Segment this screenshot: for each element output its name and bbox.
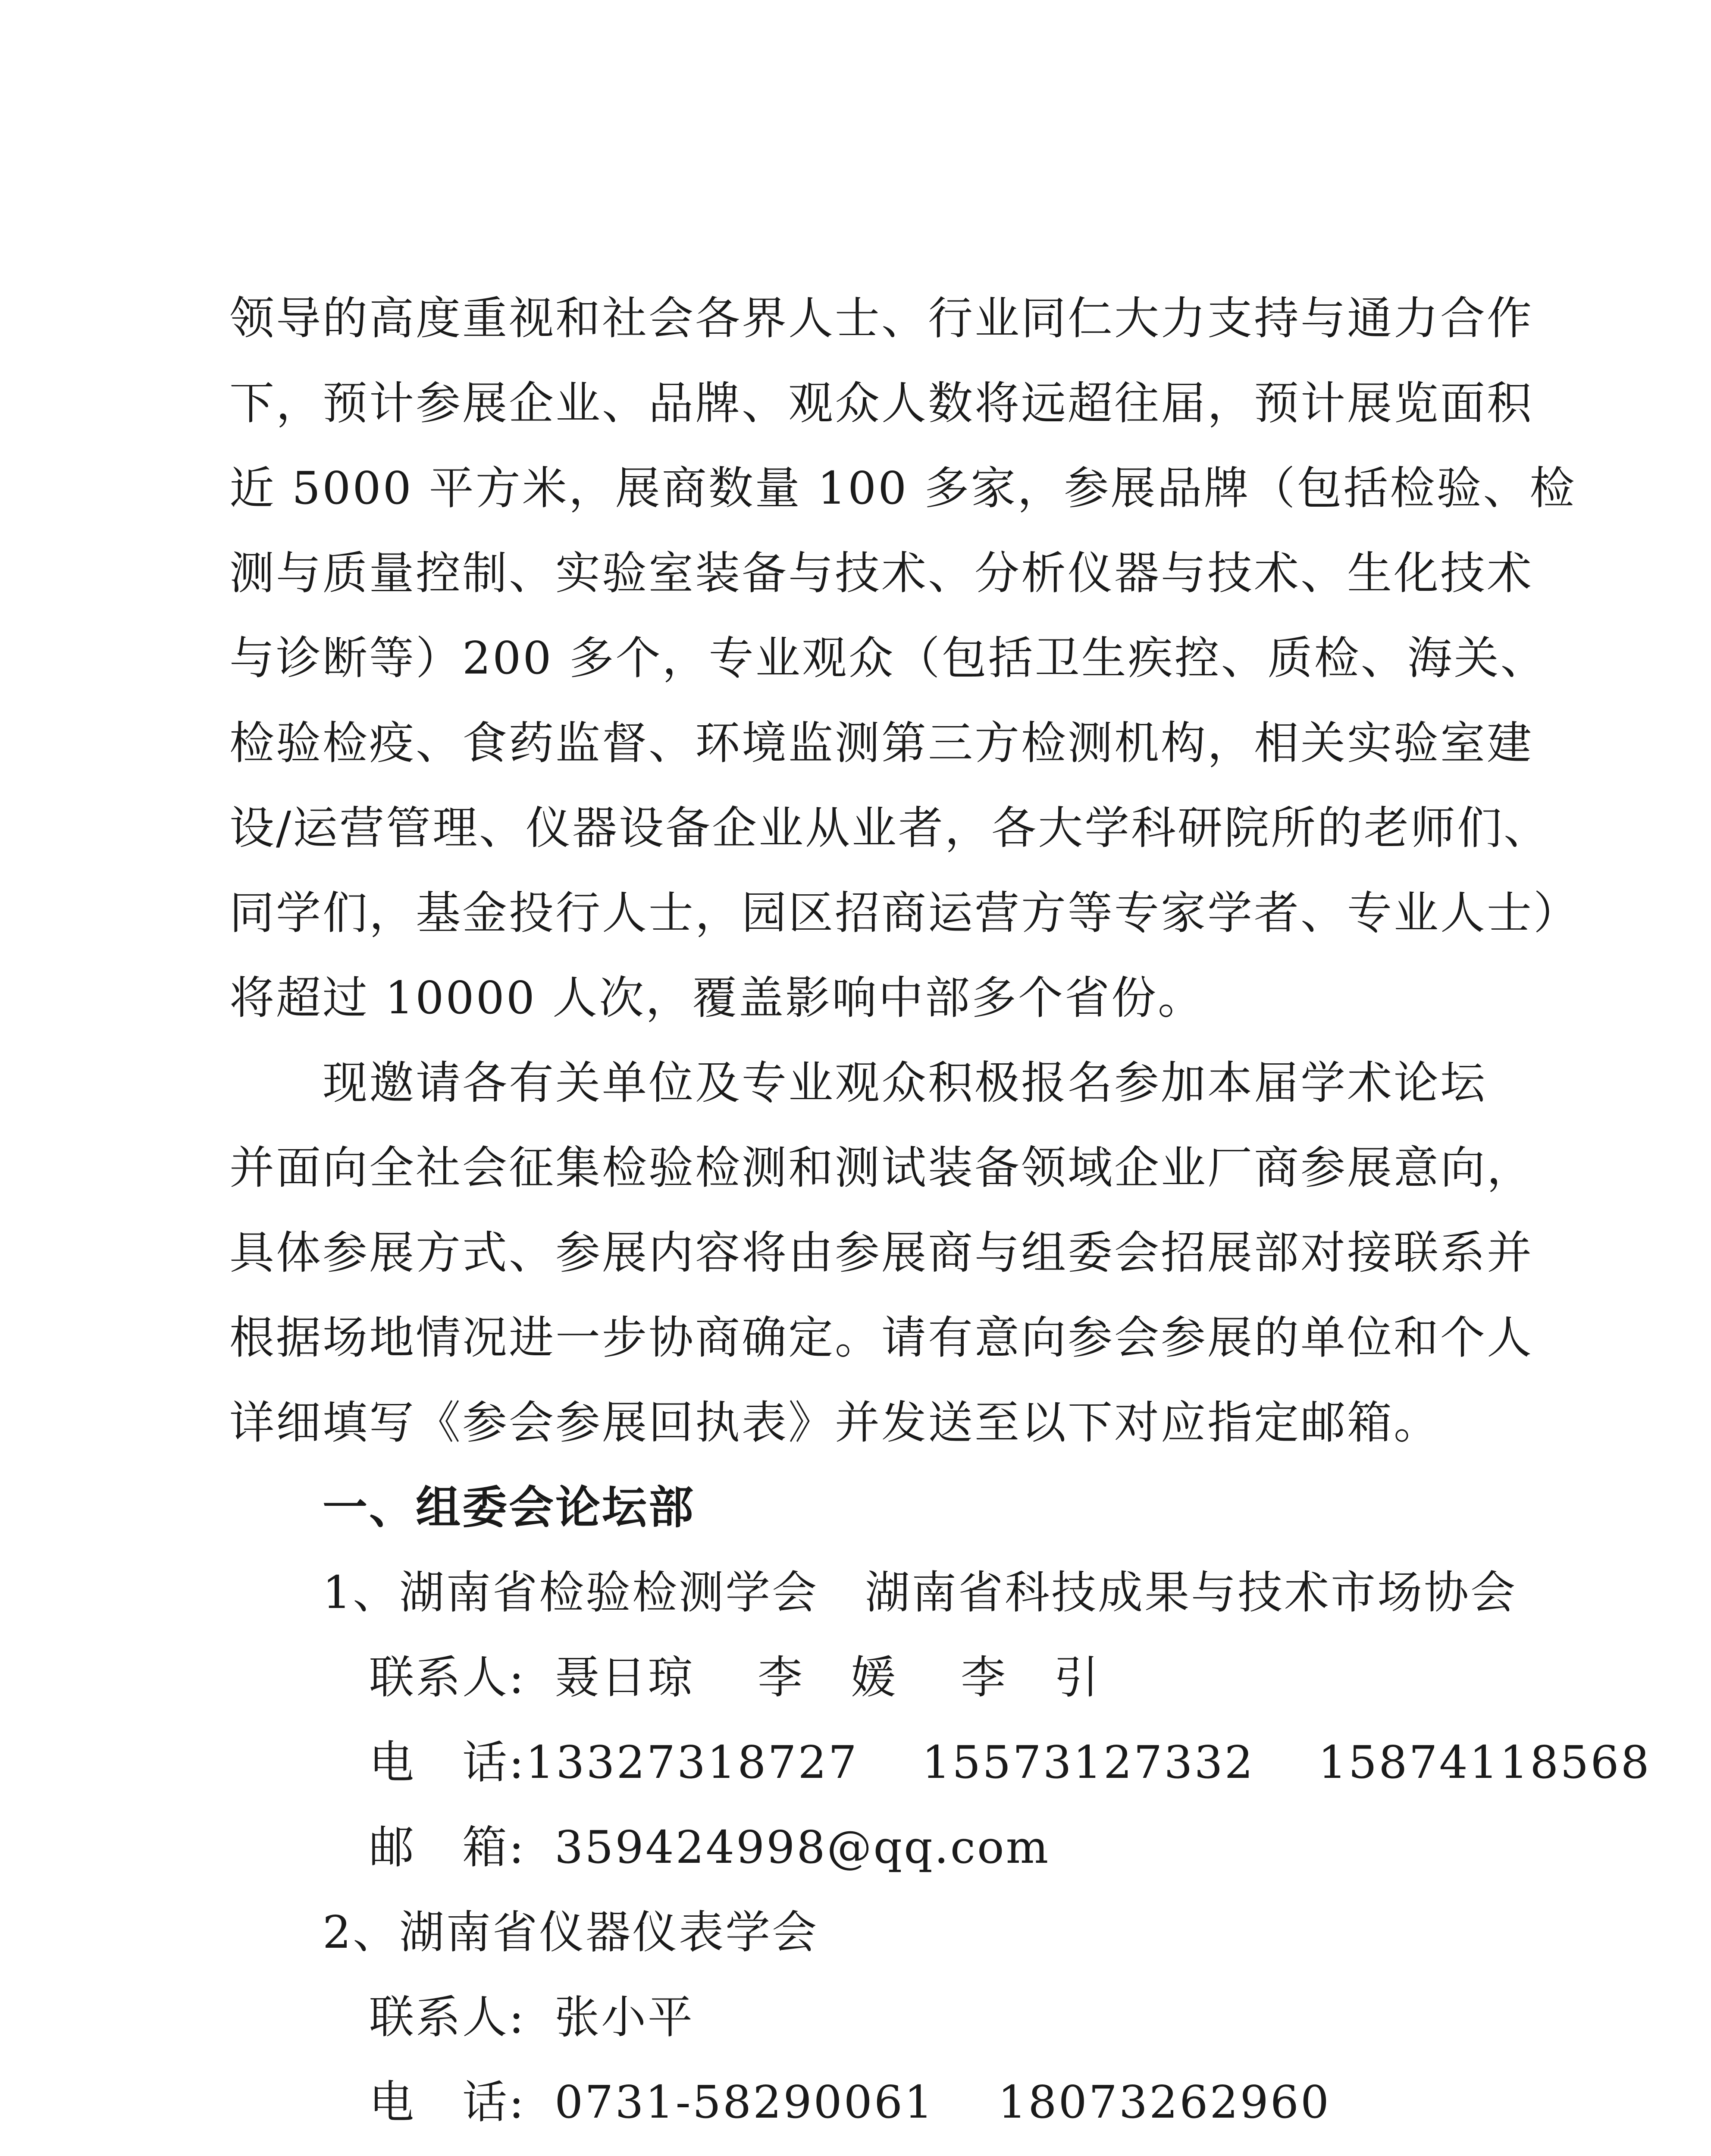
text-line: 下，预计参展企业、品牌、观众人数将远超往届，预计展览面积 — [229, 377, 1534, 429]
email-label — [369, 2145, 555, 2156]
phone-label: 电 话: — [369, 2076, 526, 2128]
contact-label: 联系人: — [369, 1991, 526, 2043]
text-line: 现邀请各有关单位及专业观众积极报名参加本届学术论坛 — [323, 1056, 1487, 1109]
org-block-2 — [229, 1890, 1514, 2156]
org-block-1 — [229, 1550, 1651, 1890]
text-line: 具体参展方式、参展内容将由参展商与组委会招展部对接联系并 — [229, 1226, 1534, 1279]
text-line: 根据场地情况进一步协商确定。请有意向参会参展的单位和个人 — [229, 1311, 1534, 1364]
text-line: 近 5000 平方米，展商数量 100 多家，参展品牌（包括检验、检 — [229, 462, 1576, 514]
text-line: 与诊断等）200 多个，专业观众（包括卫生疾控、质检、海关、 — [229, 632, 1547, 684]
phone-number: 15874118568 — [1318, 1736, 1651, 1789]
text-line: 将超过 10000 人次，覆盖影响中部多个省份。 — [229, 971, 1204, 1024]
phone-number: 13327318727 — [526, 1736, 859, 1789]
email-row — [229, 2145, 1514, 2156]
email-address: 359424998@qq.com — [555, 1821, 1050, 1874]
phone-row — [229, 1720, 1651, 1805]
text-line: 领导的高度重视和社会各界人士、行业同仁大力支持与通力合作 — [229, 292, 1534, 345]
section-heading: 一、组委会论坛部 — [323, 1481, 696, 1534]
phone-label: 电 话: — [369, 1736, 526, 1789]
email-label: 邮 箱: — [369, 1821, 526, 1874]
org-title: 2、湖南省仪器仪表学会 — [323, 1906, 819, 1959]
contact-name: 李 媛 — [758, 1651, 898, 1704]
phone-number: 18073262960 — [998, 2076, 1331, 2128]
phone-number: 0731-58290061 — [555, 2076, 935, 2128]
org-title: 1、湖南省检验检测学会 湖南省科技成果与技术市场协会 — [323, 1566, 1517, 1619]
text-line: 详细填写《参会参展回执表》并发送至以下对应指定邮箱。 — [229, 1396, 1441, 1449]
text-line: 并面向全社会征集检验检测和测试装备领域企业厂商参展意向， — [229, 1141, 1534, 1194]
contact-label: 联系人: — [369, 1651, 526, 1704]
phone-number: 15573127332 — [921, 1736, 1255, 1789]
document-body — [229, 276, 1651, 2156]
text-line: 设/运营管理、仪器设备企业从业者，各大学科研院所的老师们、 — [229, 802, 1551, 854]
text-line: 检验检疫、食药监督、环境监测第三方检测机构，相关实验室建 — [229, 717, 1534, 769]
text-line: 同学们，基金投行人士，园区招商运营方等专家学者、专业人士） — [229, 887, 1580, 939]
paragraph-invitation — [229, 1040, 1534, 1465]
email-row — [229, 1805, 1514, 1890]
contact-name: 张小平 — [555, 1991, 695, 2043]
text-line: 测与质量控制、实验室装备与技术、分析仪器与技术、生化技术 — [229, 547, 1534, 599]
paragraph-exhibition-scale — [229, 276, 1580, 1040]
contact-person-row — [229, 1635, 1514, 1720]
contact-person-row — [229, 1975, 1514, 2060]
contact-name: 李 引 — [961, 1651, 1101, 1704]
contact-name: 聂日琼 — [555, 1651, 695, 1704]
phone-row — [229, 2060, 1514, 2145]
